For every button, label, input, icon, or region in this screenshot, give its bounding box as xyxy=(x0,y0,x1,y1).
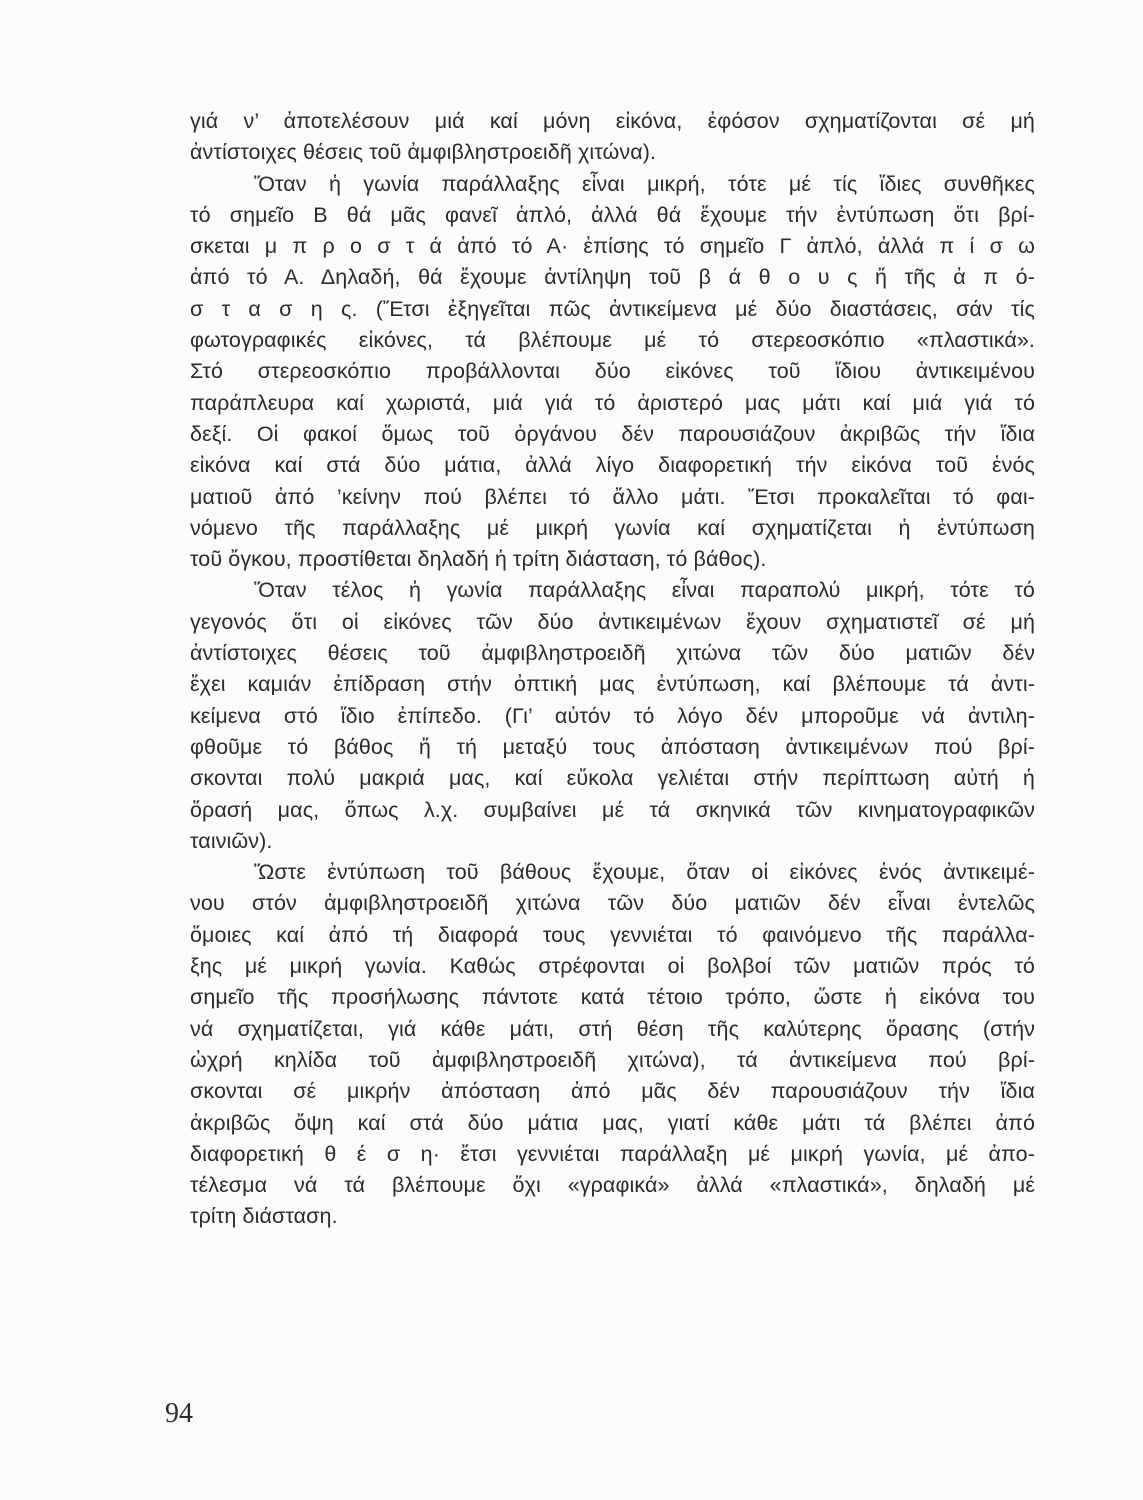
text-line: ματιοῦ ἀπό ’κείνην πού βλέπει τό ἄλλο μάτι. Ἔτσι προκαλεῖται τό φαι- xyxy=(190,484,1035,509)
text-line: σημεῖο τῆς προσήλωσης πάντοτε κατά τέτοιο τρόπο, ὥστε ἡ εἰκόνα του xyxy=(190,985,1035,1010)
text-line: Ὥστε ἐντύπωση τοῦ βάθους ἔχουμε, ὅταν οἱ εἰκόνες ἑνός ἀντικειμέ- xyxy=(254,860,1035,885)
text-line: ὅμοιες καί ἀπό τή διαφορά τους γεννιέται τό φαινόμενο τῆς παράλλα- xyxy=(190,922,1035,947)
text-line: ἀντίστοιχες θέσεις τοῦ ἀμφιβληστροειδῆ χιτώνα). xyxy=(190,140,657,165)
text-line: τρίτη διάσταση. xyxy=(190,1204,338,1229)
text-line: σ τ α σ η ς. (Ἔτσι ἐξηγεῖται πῶς ἀντικείμενα μέ δύο διαστάσεις, σάν τίς xyxy=(190,296,1035,321)
text-line: Ὅταν τέλος ἡ γωνία παράλλαξης εἶναι παραπολύ μικρή, τότε τό xyxy=(254,578,1035,603)
text-line: τοῦ ὄγκου, προστίθεται δηλαδή ἡ τρίτη διάσταση, τό βάθος). xyxy=(190,547,767,572)
text-line: Ὅταν ἡ γωνία παράλλαξης εἶναι μικρή, τότε μέ τίς ἴδιες συνθῆκες xyxy=(254,171,1035,196)
text-line: σκεται μ π ρ ο σ τ ά ἀπό τό Α· ἐπίσης τό σημεῖο Γ ἁπλό, ἀλλά π ί σ ω xyxy=(190,234,1035,259)
text-line: γεγονός ὅτι οἱ εἰκόνες τῶν δύο ἀντικειμένων ἔχουν σχηματιστεῖ σέ μή xyxy=(190,609,1035,634)
text-line: φθοῦμε τό βάθος ἤ τή μεταξύ τους ἀπόσταση ἀντικειμένων πού βρί- xyxy=(190,734,1035,759)
text-line: ἀντίστοιχες θέσεις τοῦ ἀμφιβληστροειδῆ χιτώνα τῶν δύο ματιῶν δέν xyxy=(190,641,1035,666)
text-line: ὠχρή κηλίδα τοῦ ἀμφιβληστροειδῆ χιτώνα), τά ἀντικείμενα πού βρί- xyxy=(190,1047,1035,1072)
text-line: σκονται πολύ μακριά μας, καί εὔκολα γελιέται στήν περίπτωση αὐτή ἡ xyxy=(190,766,1035,791)
page-number: 94 xyxy=(165,1398,193,1429)
text-line: νόμενο τῆς παράλλαξης μέ μικρή γωνία καί σχηματίζεται ἡ ἐντύπωση xyxy=(190,515,1035,540)
text-line: ἔχει καμιάν ἐπίδραση στήν ὀπτική μας ἐντύπωση, καί βλέπουμε τά ἀντι- xyxy=(190,672,1035,697)
text-line: ἀπό τό Α. Δηλαδή, θά ἔχουμε ἀντίληψη τοῦ β ά θ ο υ ς ἤ τῆς ἀ π ό- xyxy=(190,265,1035,290)
text-line: Στό στερεοσκόπιο προβάλλονται δύο εἰκόνες τοῦ ἴδιου ἀντικειμένου xyxy=(190,359,1035,384)
text-line: τέλεσμα νά τά βλέπουμε ὄχι «γραφικά» ἀλλά «πλαστικά», δηλαδή μέ xyxy=(190,1173,1035,1198)
text-line: παράπλευρα καί χωριστά, μιά γιά τό ἀριστερό μας μάτι καί μιά γιά τό xyxy=(190,390,1035,415)
text-line: νου στόν ἀμφιβληστροειδῆ χιτώνα τῶν δύο ματιῶν δέν εἶναι ἐντελῶς xyxy=(190,891,1035,916)
text-line: διαφορετική θ έ σ η· ἔτσι γεννιέται παράλλαξη μέ μικρή γωνία, μέ ἀπο- xyxy=(190,1141,1035,1166)
text-line: δεξί. Οἱ φακοί ὅμως τοῦ ὀργάνου δέν παρουσιάζουν ἀκριβῶς τήν ἴδια xyxy=(190,421,1035,446)
body-text xyxy=(190,106,1035,1233)
text-line: σκονται σέ μικρήν ἀπόσταση ἀπό μᾶς δέν παρουσιάζουν τήν ἴδια xyxy=(190,1079,1035,1104)
text-line: γιά ν’ ἀποτελέσουν μιά καί μόνη εἰκόνα, ἐφόσον σχηματίζονται σέ μή xyxy=(190,109,1035,133)
text-line: τό σημεῖο Β θά μᾶς φανεῖ ἁπλό, ἀλλά θά ἔχουμε τήν ἐντύπωση ὅτι βρί- xyxy=(190,202,1035,227)
text-line: ταινιῶν). xyxy=(190,828,273,853)
text-line: ὅρασή μας, ὅπως λ.χ. συμβαίνει μέ τά σκηνικά τῶν κινηματογραφικῶν xyxy=(190,797,1035,822)
text-line: νά σχηματίζεται, γιά κάθε μάτι, στή θέση τῆς καλύτερης ὅρασης (στήν xyxy=(190,1016,1035,1041)
text-line: κείμενα στό ἴδιο ἐπίπεδο. (Γι’ αὐτόν τό λόγο δέν μποροῦμε νά ἀντιλη- xyxy=(190,703,1035,728)
text-line: ἀκριβῶς ὄψη καί στά δύο μάτια μας, γιατί κάθε μάτι τά βλέπει ἀπό xyxy=(190,1110,1035,1135)
text-line: ξης μέ μικρή γωνία. Καθώς στρέφονται οἱ βολβοί τῶν ματιῶν πρός τό xyxy=(190,954,1035,979)
text-line: εἰκόνα καί στά δύο μάτια, ἀλλά λίγο διαφορετική τήν εἰκόνα τοῦ ἑνός xyxy=(190,453,1035,478)
text-line: φωτογραφικές εἰκόνες, τά βλέπουμε μέ τό στερεοσκόπιο «πλαστικά». xyxy=(190,328,1035,353)
